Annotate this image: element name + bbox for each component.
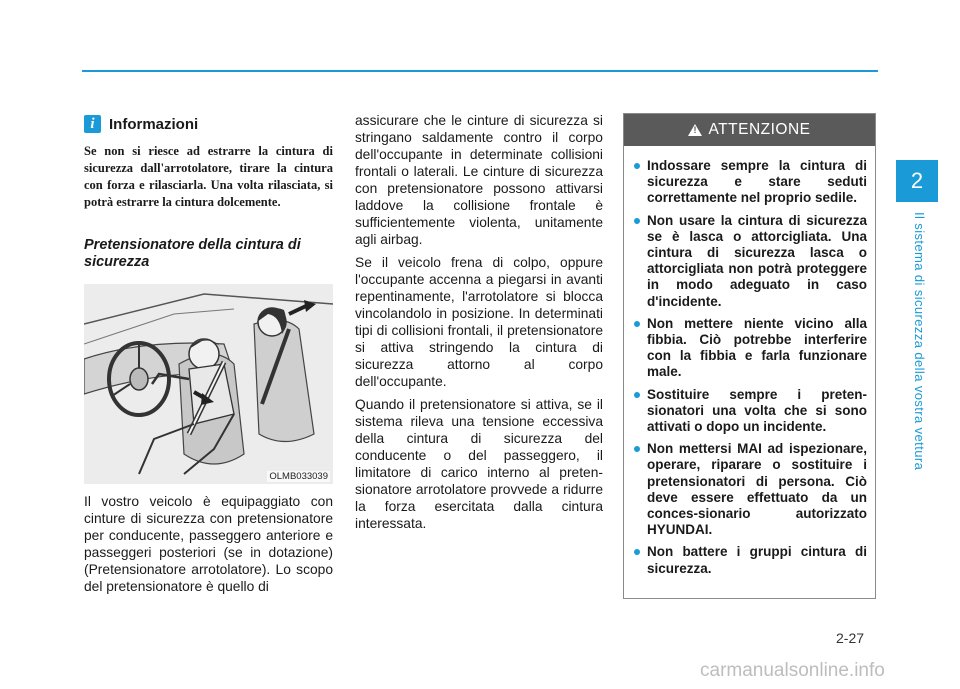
warning-triangle-icon [688, 124, 702, 136]
car-interior-drawing [84, 284, 333, 484]
section-heading: Pretensionatore della cintura di sicurezza [84, 237, 301, 270]
warning-item: Non usare la cintura di sicurezza se è lasca o attorcigliata. Una cintura di sicurezza lasca o attorcigliata non potrà proteggere in modo adeguato in caso d'incidente. [633, 213, 867, 310]
warning-title: ATTENZIONE [708, 121, 811, 138]
info-header [84, 115, 333, 133]
info-title: Informazioni [109, 115, 199, 133]
warning-item: Sostituire sempre i preten-sionatori una volta che si sono attivati o dopo un incidente. [633, 387, 867, 436]
chapter-title-vertical [898, 212, 938, 492]
info-text: Se non si riesce ad estrarre la cintura di sicurezza dall'arrotolatore, tirare la cintura con forza e rilasciarla. Una volta rilasciata, si potrà estrarre la cintura dolcemente. [84, 144, 333, 209]
page-number: 2-27 [836, 630, 865, 646]
chapter-title-text: Il sistema di sicurezza della vostra vettura [912, 212, 927, 471]
middle-column [355, 112, 603, 532]
figure-code-label: OLMB033039 [269, 471, 328, 482]
chapter-number-tab: 2 [896, 160, 938, 202]
header-rule [82, 70, 878, 72]
watermark: carmanualsonline.info [700, 660, 885, 681]
left-column [84, 115, 333, 595]
body-paragraph-1: Il vostro veicolo è equipaggiato con cinture di sicurezza con pretensionatore per conducente, passeggero anteriore e passeggeri posteriori (se in dotazione) (Pretensionatore arrotolatore). Lo scopo del pretensionatore è quello di [84, 494, 333, 594]
body-paragraph-2: assicurare che le cinture di sicurezza si stringano saldamente contro il corpo dell'occupante in determinate collisioni frontali o laterali. Le cinture di sicurezza con pretensionatore possono attivarsi laddove la collisione frontale è sufficientemente violenta, unitamente agli airbag. [355, 113, 603, 247]
warning-item: Non mettere niente vicino alla fibbia. Ciò potrebbe interferire con la fibbia e farla funzionare male. [633, 316, 867, 381]
body-paragraph-4: Quando il pretensionatore si attiva, se il sistema rileva una tensione eccessiva della cintura di sicurezza del conducente o del passeggero, il limitatore di carico interno al preten-sionatore arrotolatore provvede a ridurre la forza esercitata dalla cintura interessata. [355, 397, 603, 531]
body-paragraph-3: Se il veicolo frena di colpo, oppure l'occupante accenna a piegarsi in avanti repentinamente, l'arrotolatore si blocca vincolandolo in posizione. In determinati tipi di collisioni frontali, il pretensionatore si attiva stringendo la cintura di sicurezza attorno al corpo dell'occupante. [355, 255, 603, 389]
pretensioner-illustration [84, 284, 333, 484]
warning-header [624, 114, 875, 146]
warning-item: Non battere i gruppi cintura di sicurezza. [633, 544, 867, 576]
warning-item: Indossare sempre la cintura di sicurezza e stare seduti correttamente nel proprio sedile. [633, 158, 867, 207]
warning-list [624, 146, 875, 577]
info-icon: i [84, 115, 101, 133]
warning-item: Non mettersi MAI ad ispezionare, operare, riparare o sostituire i pretensionatori di persona. Ciò deve essere effettuato da un conces-sionario autorizzato HYUNDAI. [633, 441, 867, 538]
warning-box [623, 113, 876, 599]
